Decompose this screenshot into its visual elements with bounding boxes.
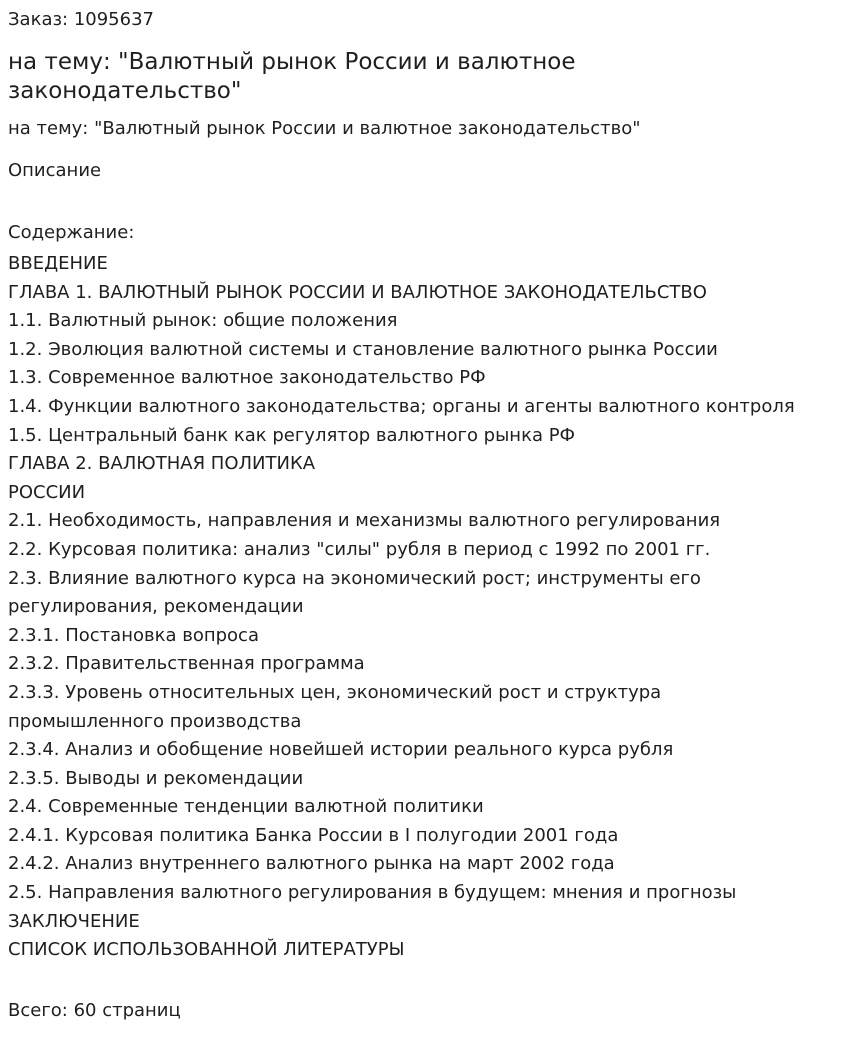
toc-item: 1.1. Валютный рынок: общие положения (8, 310, 398, 332)
toc-item: 2.1. Необходимость, направления и механизмы валютного регулирования (8, 510, 721, 532)
document-page (8, 0, 843, 1022)
toc-item: ГЛАВА 1. ВАЛЮТНЫЙ РЫНОК РОССИИ И ВАЛЮТНОЕ ЗАКОНОДАТЕЛЬСТВО (8, 281, 707, 303)
toc-item: 2.5. Направления валютного регулирования в будущем: мнения и прогнозы (8, 882, 737, 904)
toc-item: 1.3. Современное валютное законодательство РФ (8, 367, 486, 389)
description-label: Описание (8, 160, 102, 181)
toc-item: 2.3.5. Выводы и рекомендации (8, 767, 304, 789)
toc-item: 2.3.3. Уровень относительных цен, экономический рост и структура промышленного производства (8, 681, 662, 732)
total-pages: Всего: 60 страниц (8, 999, 181, 1021)
toc-item: 2.2. Курсовая политика: анализ "силы" рубля в период с 1992 по 2001 гг. (8, 538, 711, 560)
toc-item: ГЛАВА 2. ВАЛЮТНАЯ ПОЛИТИКА (8, 453, 316, 475)
toc-item: 1.5. Центральный банк как регулятор валютного рынка РФ (8, 424, 576, 446)
toc-item: ЗАКЛЮЧЕНИЕ (8, 910, 140, 932)
toc-item: 2.4. Современные тенденции валютной политики (8, 796, 484, 818)
toc-item: 1.2. Эволюция валютной системы и становление валютного рынка России (8, 338, 718, 360)
toc-item: 2.3.1. Постановка вопроса (8, 624, 259, 646)
page-title: на тему: "Валютный рынок России и валютное законодательство" (8, 49, 576, 104)
toc-item: РОССИИ (8, 481, 86, 503)
table-of-contents (8, 250, 843, 965)
toc-item: 2.4.1. Курсовая политика Банка России в I полугодии 2001 года (8, 824, 619, 846)
toc-item: 2.4.2. Анализ внутреннего валютного рынка на март 2002 года (8, 853, 615, 875)
subtitle: на тему: "Валютный рынок России и валютное законодательство" (8, 118, 641, 139)
toc-item: 2.3.4. Анализ и обобщение новейшей истории реального курса рубля (8, 739, 674, 761)
toc-item: 1.4. Функции валютного законодательства; органы и агенты валютного контроля (8, 395, 795, 417)
toc-item: 2.3. Влияние валютного курса на экономический рост; инструменты его регулирования, рекомендации (8, 567, 701, 618)
toc-item: СПИСОК ИСПОЛЬЗОВАННОЙ ЛИТЕРАТУРЫ (8, 939, 405, 961)
toc-item: 2.3.2. Правительственная программа (8, 653, 365, 675)
order-number: Заказ: 1095637 (8, 9, 154, 30)
toc-item: ВВЕДЕНИЕ (8, 253, 108, 274)
contents-label: Содержание: (8, 222, 135, 243)
